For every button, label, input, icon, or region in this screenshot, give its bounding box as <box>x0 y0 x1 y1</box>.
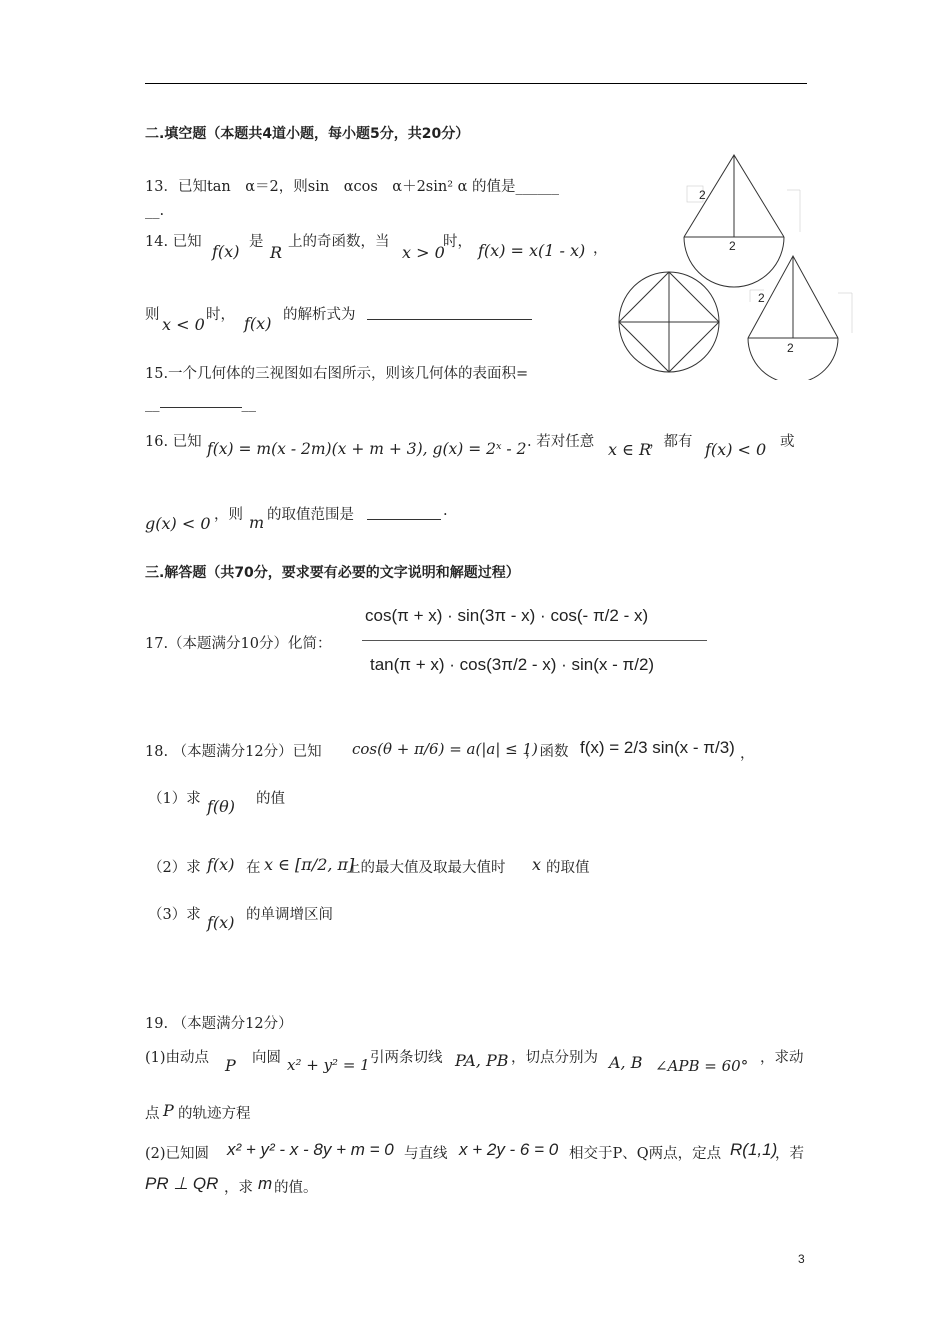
question-18-part1-prefix: （1）求 <box>148 791 201 807</box>
question-15-blank-prefix: __ <box>145 396 160 412</box>
question-14-blank <box>367 303 532 320</box>
question-18-function: f(x) = 2/3 sin(x - π/3) <box>580 738 735 757</box>
question-18-part3-expr: f(x) <box>207 913 235 932</box>
question-15-blank-suffix: __ <box>241 396 256 412</box>
question-14-fx2: f(x) <box>244 314 272 333</box>
question-19-angle: ∠APB = 60° <box>655 1057 749 1075</box>
question-16-or: 或 <box>780 434 795 450</box>
question-14-ask: 的解析式为 <box>283 307 356 323</box>
front-view <box>684 155 800 287</box>
side-length-label-top: 2 <box>699 188 706 202</box>
question-14-condition: x > 0 <box>402 243 445 262</box>
question-15-blank <box>160 393 242 408</box>
question-14-condition2: x < 0 <box>162 315 205 334</box>
question-16-xr: x ∈ R <box>608 440 652 459</box>
question-19-part2-perp: PR ⊥ QR <box>145 1174 219 1193</box>
question-19-part2-end: 的值。 <box>274 1180 318 1196</box>
question-19-circle: x² + y² = 1 <box>287 1056 370 1074</box>
question-19-part1-prefix: (1)由动点 <box>145 1050 210 1066</box>
question-19-to-circle: 向圆 <box>252 1050 281 1066</box>
question-18-part3-prefix: （3）求 <box>148 907 201 923</box>
question-15-text: 15.一个几何体的三视图如右图所示，则该几何体的表面积= <box>145 366 529 382</box>
question-16-all: ，都有 <box>649 434 693 450</box>
base-length-label-top: 2 <box>729 239 736 253</box>
question-14-ze: 则 <box>145 307 160 323</box>
question-18-part1-suffix: 的值 <box>256 791 285 807</box>
top-view <box>619 272 719 372</box>
question-18-part2-x: x <box>532 855 542 874</box>
question-18-part3-suffix: 的单调增区间 <box>246 907 333 923</box>
question-15-answer-line <box>145 393 256 412</box>
question-16-formula: f(x) = m(x - 2m)(x + m + 3), g(x) = 2ˣ - 2 <box>207 440 527 458</box>
question-18-func-label: ，函数 <box>525 744 569 760</box>
question-19-part2-if: ，若 <box>775 1146 804 1162</box>
question-19-lines: PA, PB <box>455 1051 509 1070</box>
question-18-part2-fx: f(x) <box>207 855 235 874</box>
question-19-ask: ，求动 <box>760 1050 804 1066</box>
side-view <box>748 256 852 380</box>
question-14-prefix: 14. 已知 <box>145 234 202 250</box>
section-title-solutions: 三.解答题（共70分，要求要有必要的文字说明和解题过程） <box>145 565 520 581</box>
question-18-part2-end: 的取值 <box>546 860 590 876</box>
question-19-part2-find: ，求 <box>224 1180 253 1196</box>
question-19-P: P <box>225 1056 236 1075</box>
question-16-m: m <box>249 513 265 532</box>
section-title-fill-in: 二.填空题（本题共4道小题，每小题5分，共20分） <box>145 126 470 142</box>
question-19-touch: ，切点分别为 <box>511 1050 598 1066</box>
question-14-formula: f(x) = x(1 - x) <box>478 241 586 260</box>
question-19-AB: A, B <box>609 1053 643 1072</box>
question-14-fx: f(x) <box>212 242 240 261</box>
question-19-part2-with: 与直线 <box>404 1146 448 1162</box>
question-19-tangents: 引两条切线 <box>370 1050 443 1066</box>
question-19-part2-meet: 相交于P、Q两点，定点 <box>569 1146 722 1162</box>
question-14-mid: 上的奇函数，当 <box>288 234 390 250</box>
question-17-numerator: cos(π + x) · sin(3π - x) · cos(- π/2 - x) <box>365 606 649 625</box>
header-rule <box>145 83 807 84</box>
question-16-fx-negative: f(x) < 0 <box>705 440 767 459</box>
question-17-fraction-bar <box>362 640 707 641</box>
base-length-label-right: 2 <box>787 341 794 355</box>
question-14-shi: 是 <box>249 234 264 250</box>
question-19-line2-prefix: 点 <box>145 1106 160 1122</box>
question-16-any: . 若对任意 <box>527 434 595 450</box>
question-14-R: R <box>270 243 283 262</box>
page-number: 3 <box>798 1252 805 1266</box>
question-18-end: ， <box>740 746 755 762</box>
question-16-end: . <box>443 503 448 519</box>
question-13-line2: __. <box>145 203 165 219</box>
question-18-part2-in: 在 <box>246 860 261 876</box>
question-14-when: 时， <box>443 234 472 250</box>
question-16-range: 的取值范围是 <box>267 507 354 523</box>
question-19-part2-prefix: (2)已知圆 <box>145 1146 210 1162</box>
question-19-part2-line: x + 2y - 6 = 0 <box>459 1140 559 1159</box>
question-13-line1: 13．已知tan α＝2，则sin αcos α＋2sin² α 的值是______ <box>145 179 560 195</box>
question-18-part2-interval: x ∈ [π/2, π] <box>264 855 355 874</box>
question-16-then: ，则 <box>214 507 243 523</box>
question-19-line2-P: P <box>163 1101 174 1120</box>
question-18-part1-expr: f(θ) <box>207 797 236 816</box>
question-19-part2-R: R(1,1) <box>730 1140 778 1159</box>
question-19-part2-m: m <box>258 1174 273 1193</box>
question-14-when2: 时， <box>206 307 235 323</box>
question-14-comma: ， <box>593 241 608 257</box>
question-19-label: 19. （本题满分12分） <box>145 1016 293 1032</box>
three-view-figure <box>612 150 857 380</box>
question-17-denominator: tan(π + x) · cos(3π/2 - x) · sin(x - π/2) <box>370 655 655 674</box>
question-18-label: 18. （本题满分12分）已知 <box>145 744 322 760</box>
question-18-part2-prefix: （2）求 <box>148 860 201 876</box>
question-19-part2-circle: x² + y² - x - 8y + m = 0 <box>227 1140 394 1159</box>
question-16-prefix: 16. 已知 <box>145 434 202 450</box>
question-16-gx-negative: g(x) < 0 <box>145 514 211 533</box>
question-17-label: 17.（本题满分10分）化简： <box>145 636 332 652</box>
question-16-blank <box>367 503 441 520</box>
question-19-line2-suffix: 的轨迹方程 <box>178 1106 251 1122</box>
question-18-part2-suffix: 上的最大值及取最大值时 <box>346 860 506 876</box>
question-18-given: cos(θ + π/6) = a(|a| ≤ 1) <box>352 740 538 758</box>
side-length-label-right: 2 <box>758 291 765 305</box>
